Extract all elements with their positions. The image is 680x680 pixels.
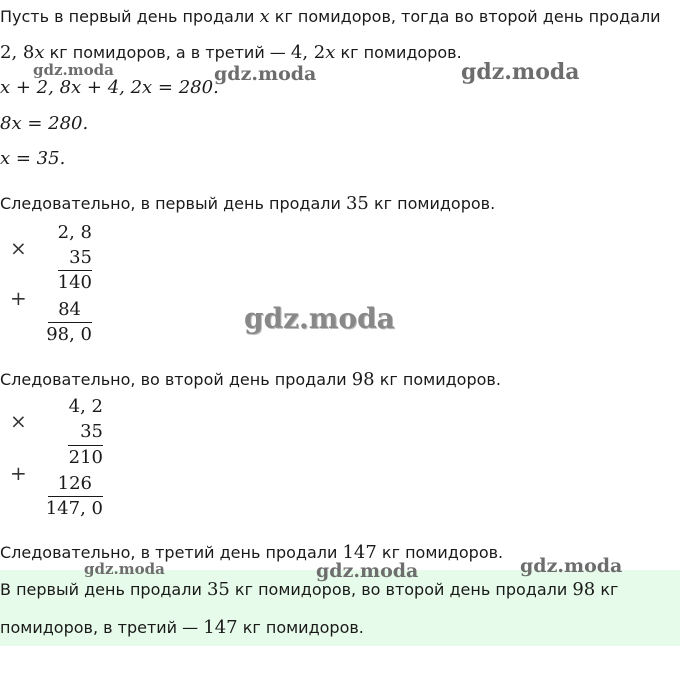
watermark-logo: gdz.moda (520, 555, 623, 577)
conclusion-3 (0, 542, 503, 564)
conclusion-2 (0, 369, 501, 391)
equation-1: x + 2, 8x + 4, 2x = 280. (0, 77, 219, 98)
math-number: 2, 8 (0, 42, 35, 63)
watermark-logo: gdz.moda (84, 560, 165, 578)
underline (68, 445, 103, 446)
plus-sign: + (10, 286, 27, 310)
conclusion-text: Следовательно, в первый день продали (0, 194, 346, 213)
answer-text: кг помидоров, во второй день продали (229, 580, 573, 599)
intro-text: кг помидоров, тогда во второй день продали (269, 7, 661, 26)
watermark-logo: gdz.moda (33, 61, 114, 79)
answer-text: помидоров, в третий — (0, 618, 204, 637)
watermark-logo: gdz.moda (316, 560, 419, 582)
underline (48, 496, 103, 497)
math-var: x (325, 42, 336, 63)
partial-product-1: 210 (68, 447, 103, 468)
multiply-sign: × (10, 236, 27, 260)
underline (48, 322, 92, 323)
math-number: 98 (351, 369, 375, 390)
intro-text: Пусть в первый день продали (0, 7, 260, 26)
intro-text: кг помидоров. (335, 43, 462, 62)
watermark-logo: gdz.moda (214, 63, 317, 85)
math-number: 35 (345, 193, 369, 214)
answer-line-1 (0, 579, 618, 601)
conclusion-1 (0, 193, 495, 215)
conclusion-text: кг помидоров. (376, 543, 504, 562)
partial-product-2: 126 (57, 473, 92, 494)
answer-text: кг помидоров. (237, 618, 364, 637)
plus-sign: + (10, 461, 27, 485)
underline (58, 270, 92, 271)
partial-product-1: 140 (57, 272, 92, 293)
math-number: 147 (342, 542, 377, 563)
product-result: 147, 0 (45, 498, 103, 519)
multiplier: 35 (80, 421, 103, 442)
math-number: 98 (572, 579, 596, 600)
column-multiplication-2 (0, 396, 120, 526)
product-result: 98, 0 (46, 324, 92, 345)
answer-text: В первый день продали (0, 580, 207, 599)
math-var: x (34, 42, 45, 63)
conclusion-text: кг помидоров. (368, 194, 496, 213)
intro-line-1 (0, 6, 661, 28)
watermark-logo: gdz.moda (461, 59, 580, 85)
partial-product-2: 84 (58, 299, 81, 320)
answer-line-2 (0, 617, 364, 639)
equation-3: x = 35. (0, 148, 66, 169)
conclusion-text: кг помидоров. (374, 370, 501, 389)
math-number: 4, 2 (290, 42, 326, 63)
equation-2: 8x = 280. (0, 113, 89, 134)
math-var: x (259, 6, 270, 27)
math-number: 35 (206, 579, 230, 600)
column-multiplication-1 (0, 220, 120, 350)
watermark-logo: gdz.moda (244, 302, 395, 335)
intro-text: кг помидоров, а в третий — (44, 43, 291, 62)
answer-text: кг (595, 580, 619, 599)
conclusion-text: Следовательно, в третий день продали (0, 543, 343, 562)
multiplicand: 2, 8 (57, 222, 92, 243)
multiply-sign: × (10, 409, 27, 433)
math-number: 147 (203, 617, 238, 638)
multiplicand: 4, 2 (68, 396, 103, 417)
conclusion-text: Следовательно, во второй день продали (0, 370, 352, 389)
multiplier: 35 (69, 247, 92, 268)
